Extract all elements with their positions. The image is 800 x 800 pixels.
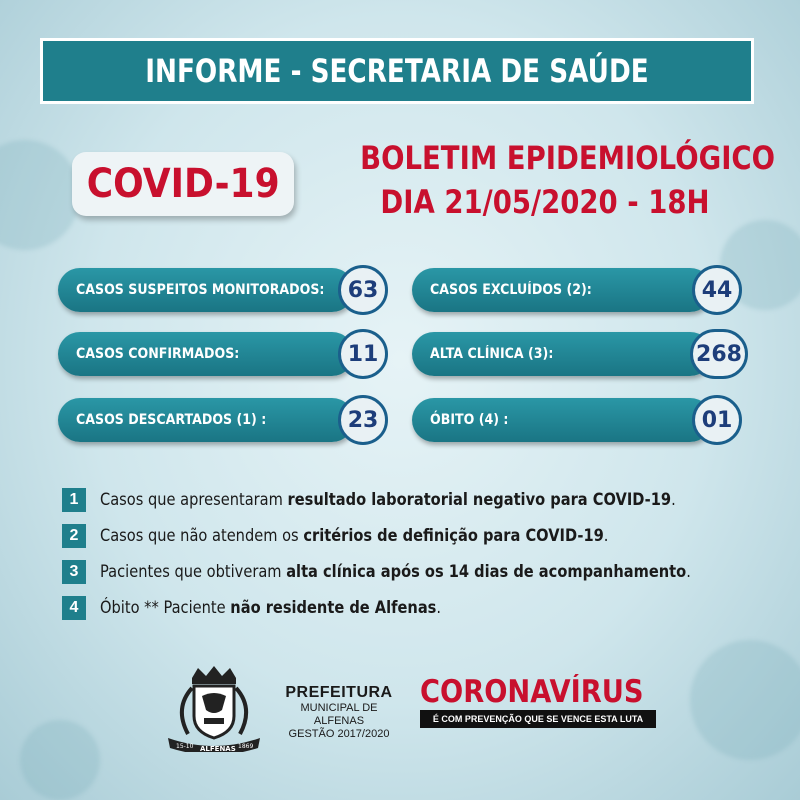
stat-label: CASOS SUSPEITOS MONITORADOS:	[76, 282, 325, 298]
footnote-post: .	[686, 562, 691, 582]
stat-confirmados	[58, 332, 354, 376]
footnote-bold: não residente de Alfenas	[230, 598, 437, 618]
covid-badge	[72, 152, 294, 216]
footnote-number: 4	[62, 596, 86, 620]
corona-text-post: NAVÍRUS	[507, 674, 644, 710]
footnote-bold: critérios de definição para COVID-19	[303, 526, 604, 546]
stat-excluidos	[412, 268, 712, 312]
footnote	[62, 558, 762, 586]
coronavirus-tagline: É COM PREVENÇÃO QUE SE VENCE ESTA LUTA	[420, 710, 656, 728]
footnote-post: .	[603, 526, 609, 546]
virus-decoration	[690, 640, 800, 760]
footnote-number: 1	[62, 488, 86, 512]
prefeitura-title: PREFEITURA	[285, 684, 393, 701]
covid-badge-label: COVID-19	[86, 161, 280, 207]
footnote-bold: resultado laboratorial negativo para COVID-19	[287, 490, 672, 510]
footnote-bold: alta clínica após os 14 dias de acompanhamento	[286, 562, 687, 582]
footnote-text	[100, 562, 691, 582]
virus-decoration	[0, 140, 80, 250]
bulletin-line1: BOLETIM EPIDEMIOLÓGICO	[360, 139, 776, 177]
stat-value: 268	[690, 329, 748, 379]
footnote-pre: Casos que apresentaram	[100, 490, 288, 510]
stat-descartados	[58, 398, 354, 442]
stat-label: CASOS CONFIRMADOS:	[76, 346, 240, 362]
footnotes	[62, 486, 762, 630]
footnote-number: 2	[62, 524, 86, 548]
footnote-number: 3	[62, 560, 86, 584]
footnote-post: .	[671, 490, 676, 510]
footnote-post: .	[436, 598, 442, 618]
coronavirus-logo	[420, 674, 644, 710]
footnote-text	[100, 598, 441, 618]
bulletin-title	[330, 136, 776, 224]
stat-value: 11	[338, 329, 388, 379]
stat-value: 44	[692, 265, 742, 315]
header-title: INFORME - SECRETARIA DE SAÚDE	[145, 52, 649, 90]
stat-obito	[412, 398, 712, 442]
prefeitura-block	[278, 684, 400, 741]
stat-label: CASOS DESCARTADOS (1) :	[76, 412, 267, 428]
stat-alta-clinica	[412, 332, 712, 376]
stat-label: CASOS EXCLUÍDOS (2):	[430, 282, 592, 298]
footnote-pre: Casos que não atendem os	[100, 526, 304, 546]
corona-o-letter: O	[484, 674, 508, 710]
stat-value: 63	[338, 265, 388, 315]
stat-value: 01	[692, 395, 742, 445]
prefeitura-gestao: GESTÃO 2017/2020	[288, 728, 390, 740]
seal-year-left: 15-10	[176, 743, 194, 750]
stat-value: 23	[338, 395, 388, 445]
stat-label: ALTA CLÍNICA (3):	[430, 346, 554, 362]
prefeitura-municipal: MUNICIPAL DE ALFENAS	[300, 702, 378, 727]
bulletin-line2: DIA 21/05/2020 - 18H	[380, 183, 710, 221]
stat-label: ÓBITO (4) :	[430, 412, 509, 428]
virus-decoration	[20, 720, 100, 800]
footnote-pre: Pacientes que obtiveram	[100, 562, 287, 582]
header-bar	[40, 38, 754, 104]
footnote-text	[100, 490, 676, 510]
footnote-text	[100, 526, 608, 546]
stat-suspeitos	[58, 268, 354, 312]
seal-text: ALFENAS	[200, 745, 236, 752]
footnote	[62, 522, 762, 550]
footnote-pre: Óbito ** Paciente	[100, 598, 231, 618]
footnote	[62, 594, 762, 622]
alfenas-seal-logo	[162, 664, 266, 752]
seal-year-right: 1869	[238, 743, 254, 750]
footnote	[62, 486, 762, 514]
corona-text-pre: COR	[420, 674, 485, 710]
